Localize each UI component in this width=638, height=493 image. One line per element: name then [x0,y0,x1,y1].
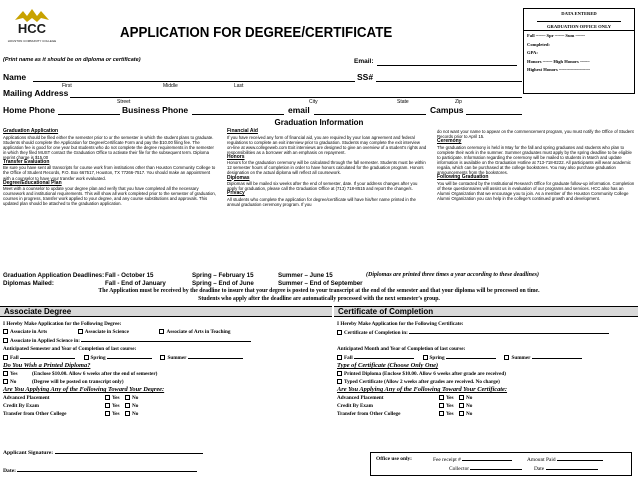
info-heading: Graduation Application [3,128,59,134]
cert-printed-row [337,370,637,378]
business-phone-field[interactable] [192,105,284,115]
assoc-printed-yes-note: (Enclose $10.00. Allow 6 weeks after the end of semester) [32,371,158,377]
cert-adv-label: Advanced Placement [337,395,384,401]
assoc-adv-label: Advanced Placement [3,395,50,401]
cert-adv-no-label: No [466,395,473,401]
info-column-1 [3,129,218,206]
cert-credit-row [337,402,637,410]
email2-label: email [288,105,310,115]
cert-transfer-yes-checkbox[interactable] [439,411,444,416]
deadline-spring: Spring – February 15 [192,272,254,279]
name-field[interactable] [33,72,355,82]
street-hint: Street [117,99,131,105]
assoc-transfer-no-label: No [132,411,139,417]
date-label: Date: [3,468,17,474]
gpa-row: GPA: [527,50,538,55]
data-entered-label: DATA ENTERED [561,11,597,16]
assoc-spring-checkbox[interactable] [84,355,89,360]
assoc-apply-label: I Hereby Make Application for the Following Degree: [3,321,122,327]
cert-credit-label: Credit By Exam [337,403,373,409]
assoc-fall-year[interactable] [20,353,75,359]
assoc-applied-field[interactable] [81,336,251,342]
cert-credit-yes-label: Yes [446,403,454,409]
info-heading: Following Graduation [437,173,489,180]
deadline-warning-2: Students who apply after the deadline are automatically processed with the next semester's group. [198,296,440,302]
cert-fall-checkbox[interactable] [337,355,342,360]
campus-label: Campus [430,105,464,115]
graduation-office-only-label: GRADUATION OFFICE ONLY [546,24,612,29]
assoc-transfer-row [3,410,331,418]
certificate-section [337,320,637,418]
assoc-printed-yes-row [3,370,331,378]
fee-receipt-row [433,456,512,463]
cert-apply-label: I Hereby Make Application for the Following Certificate: [337,321,464,327]
cert-summer-checkbox[interactable] [504,355,509,360]
assoc-printed-no-note: (Degree will be posted on transcript only) [32,379,124,385]
info-paragraph: Diplomas will be mailed six weeks after the end of semester, date. If your address changes after you apply for graduation, please call the Graduation Office at (713) 718-8515 and report the change/s. [227,181,418,192]
info-heading: Honors [227,153,245,160]
assoc-credit-no-label: No [132,403,139,409]
amount-paid-field[interactable] [557,456,603,461]
info-paragraph: do not want your name to appear on the commencement program, you must notify the Office of Student Records prior to April 15. [437,129,634,140]
assoc-spring-year[interactable] [107,353,152,359]
cert-in-row [337,328,637,337]
cert-fall-year[interactable] [354,353,414,359]
info-paragraph: Meet with a counselor to update your degree plan and verify that you have completed all the necessary coursework and institutional requirements. This will show all work completed prior to the semester of graduation, courses in progress, transfer work applied to your degree, and any course substitutions and approvals. This updated plan should be attached to the graduation application. [3,186,216,207]
campus-field[interactable] [466,105,522,115]
info-paragraph: If you have received any form of financial aid, you are required by your loan agreement and federal regulations to complete an exit interview prior to graduation. Students may complete the exit interview on-line at www.collegeweb.com Exit interviews are designed to give an overview of a student's rights and responsibilities as a borrower with an emphasis on repayment. [227,134,427,155]
assoc-science-label: Associate in Science [84,329,129,335]
print-note: (Print name as it should be on diploma or certificate) [3,57,141,63]
assoc-credit-no-checkbox[interactable] [125,403,130,408]
amount-paid-label: Amount Paid [527,457,556,463]
assoc-degree-options [3,328,331,336]
assoc-printed-yes-label: Yes [10,371,18,377]
assoc-printed-yes-checkbox[interactable] [3,371,8,376]
cert-printed-checkbox[interactable] [337,371,342,376]
assoc-printed-question: Do You Wish a Printed Diploma? [3,362,91,369]
deadline-summer: Summer – June 15 [278,272,333,279]
office-date-label: Date [534,466,545,472]
cert-in-field[interactable] [409,328,609,334]
assoc-transfer-label: Transfer from Other College [3,411,67,417]
date-field[interactable] [17,466,197,472]
cert-adv-no-checkbox[interactable] [459,395,464,400]
assoc-summer-label: Summer [167,355,187,361]
cert-spring-checkbox[interactable] [423,355,428,360]
info-heading: Financial Aid [227,128,258,134]
business-phone-label: Business Phone [122,105,189,115]
home-phone-field[interactable] [58,105,120,115]
assoc-adv-no-checkbox[interactable] [125,395,130,400]
amount-paid-row [527,456,603,463]
cert-transfer-no-checkbox[interactable] [459,411,464,416]
logo-subtitle: HOUSTON COMMUNITY COLLEGE [7,39,57,43]
info-paragraph: Be sure you have sent all transcripts for course work from institutions other than Houston Community College to the Office of Student Records, P.O. Box 667517, Houston, TX 77266-7517. You should make an appointment with a counselor to have your transfer work evaluated. [3,165,216,181]
assoc-adv-no-label: No [132,395,139,401]
mailed-fall: Fall - End of January [105,280,166,287]
deadline-fall: Fall - October 15 [105,272,154,279]
collector-row [449,465,522,472]
cert-semester-row [337,353,637,362]
assoc-anticipated-label: Anticipated Semester and Year of Completion of last course: [3,346,137,352]
signature-label: Applicant Signature: [3,450,54,456]
completed-row: Completed: [527,41,550,47]
assoc-programs-question: Are You Applying Any of the Following Toward Your Degree: [3,386,165,393]
info-heading: Transfer Evaluation [3,158,50,165]
cert-typed-row [337,378,637,386]
assoc-summer-checkbox[interactable] [160,355,165,360]
fee-receipt-field[interactable] [462,456,512,461]
email-field[interactable] [377,58,517,66]
assoc-adv-row [3,394,331,402]
info-paragraph: Honors for the graduation ceremony will be calculated through the fall semester. Students must be within 12 semester hours of completion in order to have honors calculated for the graduation program. Honors designation on the actual diploma will reflect all coursework. [227,160,426,176]
cert-credit-no-label: No [466,403,473,409]
graduation-info-title: Graduation Information [274,118,364,127]
honors-row: Honors ~~~~ High Honors ~~~~ [527,58,590,64]
assoc-spring-label: Spring [90,355,106,361]
deadline-warning-1: The Application must be received by the deadline to insure that your degree is posted to your transcript at the end of the semester and that your diploma will be processed on time. [98,288,540,294]
info-heading: Degree/Educational Plan [3,179,62,186]
info-heading: Privacy [227,190,245,197]
highest-honors-row: Highest Honors ~~~~~~~~~~~~~ [527,67,590,72]
cert-programs-question: Are You Applying Any of the Following Toward Your Certificate: [337,386,508,393]
associate-degree-header: Associate Degree [0,306,332,317]
associate-section [3,320,331,418]
assoc-science-checkbox[interactable] [78,329,83,334]
info-paragraph: Applications should be filed either the semester prior to or the semester in which the student plans to graduate. Students should complete the Application for Degree/Certificate Form and pay the $10.00 filing fee. The application fee is good for one year but students who do not complete the degree requirements in the semester in which they filed MUST contact the Graduation Office to activate their file for the subsequent term. Diploma reprint charge is $15.00 [3,134,214,160]
assoc-applied-label: Associate in Applied Science in: [10,338,81,344]
cert-transfer-row [337,410,637,418]
terms-row: Fall ~~~~ Spr ~~~~ Sum ~~~~ [527,33,586,38]
email2-field[interactable] [314,105,426,115]
mailing-address-label: Mailing Address [3,88,69,98]
assoc-credit-yes-label: Yes [112,403,120,409]
form-title: APPLICATION FOR DEGREE/CERTIFICATE [120,25,393,41]
home-phone-label: Home Phone [3,105,55,115]
graduation-office-box [523,8,635,94]
collector-label: Collector [449,466,470,472]
zip-hint: Zip [455,99,462,105]
assoc-printed-no-row [3,378,331,386]
office-use-box [370,452,632,476]
assoc-teaching-checkbox[interactable] [159,329,164,334]
signature-row [3,448,203,456]
office-use-label: Office use only: [376,456,412,462]
assoc-fall-checkbox[interactable] [3,355,8,360]
cert-typed-checkbox[interactable] [337,379,342,384]
cert-adv-yes-label: Yes [446,395,454,401]
fee-receipt-label: Fee receipt # [433,457,461,463]
assoc-credit-label: Credit By Exam [3,403,39,409]
ssn-field[interactable] [376,72,522,82]
logo-text: HCC [17,21,47,34]
mailing-address-field[interactable] [70,88,522,98]
info-heading: Ceremony [437,138,462,145]
ssn-label: SS# [357,72,374,82]
assoc-transfer-no-checkbox[interactable] [125,411,130,416]
info-column-2 [227,129,427,207]
cert-printed-label: Printed Diploma (Enclose $10.00. Allow 6 weeks after grade are received) [344,371,506,377]
assoc-printed-no-checkbox[interactable] [3,379,8,384]
assoc-adv-yes-label: Yes [112,395,120,401]
assoc-semester-row [3,353,331,362]
cert-transfer-no-label: No [466,411,473,417]
cert-summer-year[interactable] [532,353,582,359]
cert-spring-label: Spring [429,355,445,361]
assoc-applied-row [3,336,331,345]
mailed-spring: Spring – End of June [192,280,254,287]
cert-typed-label: Typed Certificate (Allow 2 weeks after grades are received. No charge) [344,379,500,385]
middle-hint: Middle [163,83,178,89]
cert-credit-yes-checkbox[interactable] [439,403,444,408]
cert-anticipated-label: Anticipated Month and Year of Completion of last course: [337,346,466,352]
cert-spring-year[interactable] [446,353,496,359]
assoc-arts-checkbox[interactable] [3,329,8,334]
assoc-adv-yes-checkbox[interactable] [105,395,110,400]
signature-field[interactable] [55,448,203,454]
cert-type-question: Type of Certificate (Choose Only One) [337,362,439,369]
assoc-arts-label: Associate in Arts [10,329,48,335]
cert-adv-yes-checkbox[interactable] [439,395,444,400]
first-hint: First [62,83,72,89]
last-hint: Last [234,83,244,89]
assoc-credit-yes-checkbox[interactable] [105,403,110,408]
cert-in-checkbox[interactable] [337,330,342,335]
deadlines-label: Graduation Application Deadlines: [3,272,105,279]
date-row [3,466,197,474]
cert-transfer-yes-label: Yes [446,411,454,417]
cert-adv-row [337,394,637,402]
assoc-teaching-label: Associate of Arts in Teaching [166,329,231,335]
hcc-eagle-logo-icon [3,8,61,34]
info-paragraph: All students who complete the application for degree/certificate will have his/her name printed in the annual graduation ceremony program. If you [227,196,416,207]
assoc-fall-label: Fall [10,355,19,361]
info-heading: Diplomas [227,174,250,181]
city-hint: City [309,99,318,105]
cert-summer-label: Summer [511,355,531,361]
name-label: Name [3,72,27,82]
info-paragraph: The graduation ceremony is held in May for the fall and spring graduates and students who plan to complete their work in the summer. Summer graduates must apply by the spring deadline to be eligible to participate. Information regarding the ceremony will be mailed to students in March and update information is available on the Graduation Hotline at 713-718-8222. All participants will wear academic regalia, which can be purchased at the college bookstores. You may also purchase graduation announcements from the bookstores. [437,144,632,175]
collector-field[interactable] [470,465,522,470]
state-hint: State [397,99,409,105]
cert-transfer-label: Transfer from Other College [337,411,401,417]
assoc-printed-no-label: No [10,379,17,385]
assoc-summer-year[interactable] [188,353,243,359]
email-label: Email: [354,58,374,65]
office-date-field[interactable] [546,465,598,470]
deadlines-note: (Diplomas are printed three times a year according to these deadlines) [366,272,539,278]
assoc-credit-row [3,402,331,410]
info-column-3 [437,129,635,201]
assoc-transfer-yes-checkbox[interactable] [105,411,110,416]
cert-credit-no-checkbox[interactable] [459,403,464,408]
assoc-transfer-yes-label: Yes [112,411,120,417]
office-date-row [534,465,598,472]
cert-fall-label: Fall [344,355,353,361]
diplomas-mailed-label: Diplomas Mailed: [3,280,54,287]
certificate-header: Certificate of Completion [334,306,638,317]
assoc-applied-checkbox[interactable] [3,338,8,343]
hcc-logo [3,8,61,42]
cert-in-label: Certificate of Completion in: [344,330,408,336]
info-paragraph: You will be contacted by the Institutional Research Office for graduate follow-up information. Completion of these questionnaires will assist us in evaluation of our programs and services. HCC also has an Alumni Organization that we encourage you to join. As a member of the Houston Community College Alumni Organization you can help in the college's continued growth and development. [437,180,635,201]
mailed-summer: Summer – End of September [278,280,363,287]
